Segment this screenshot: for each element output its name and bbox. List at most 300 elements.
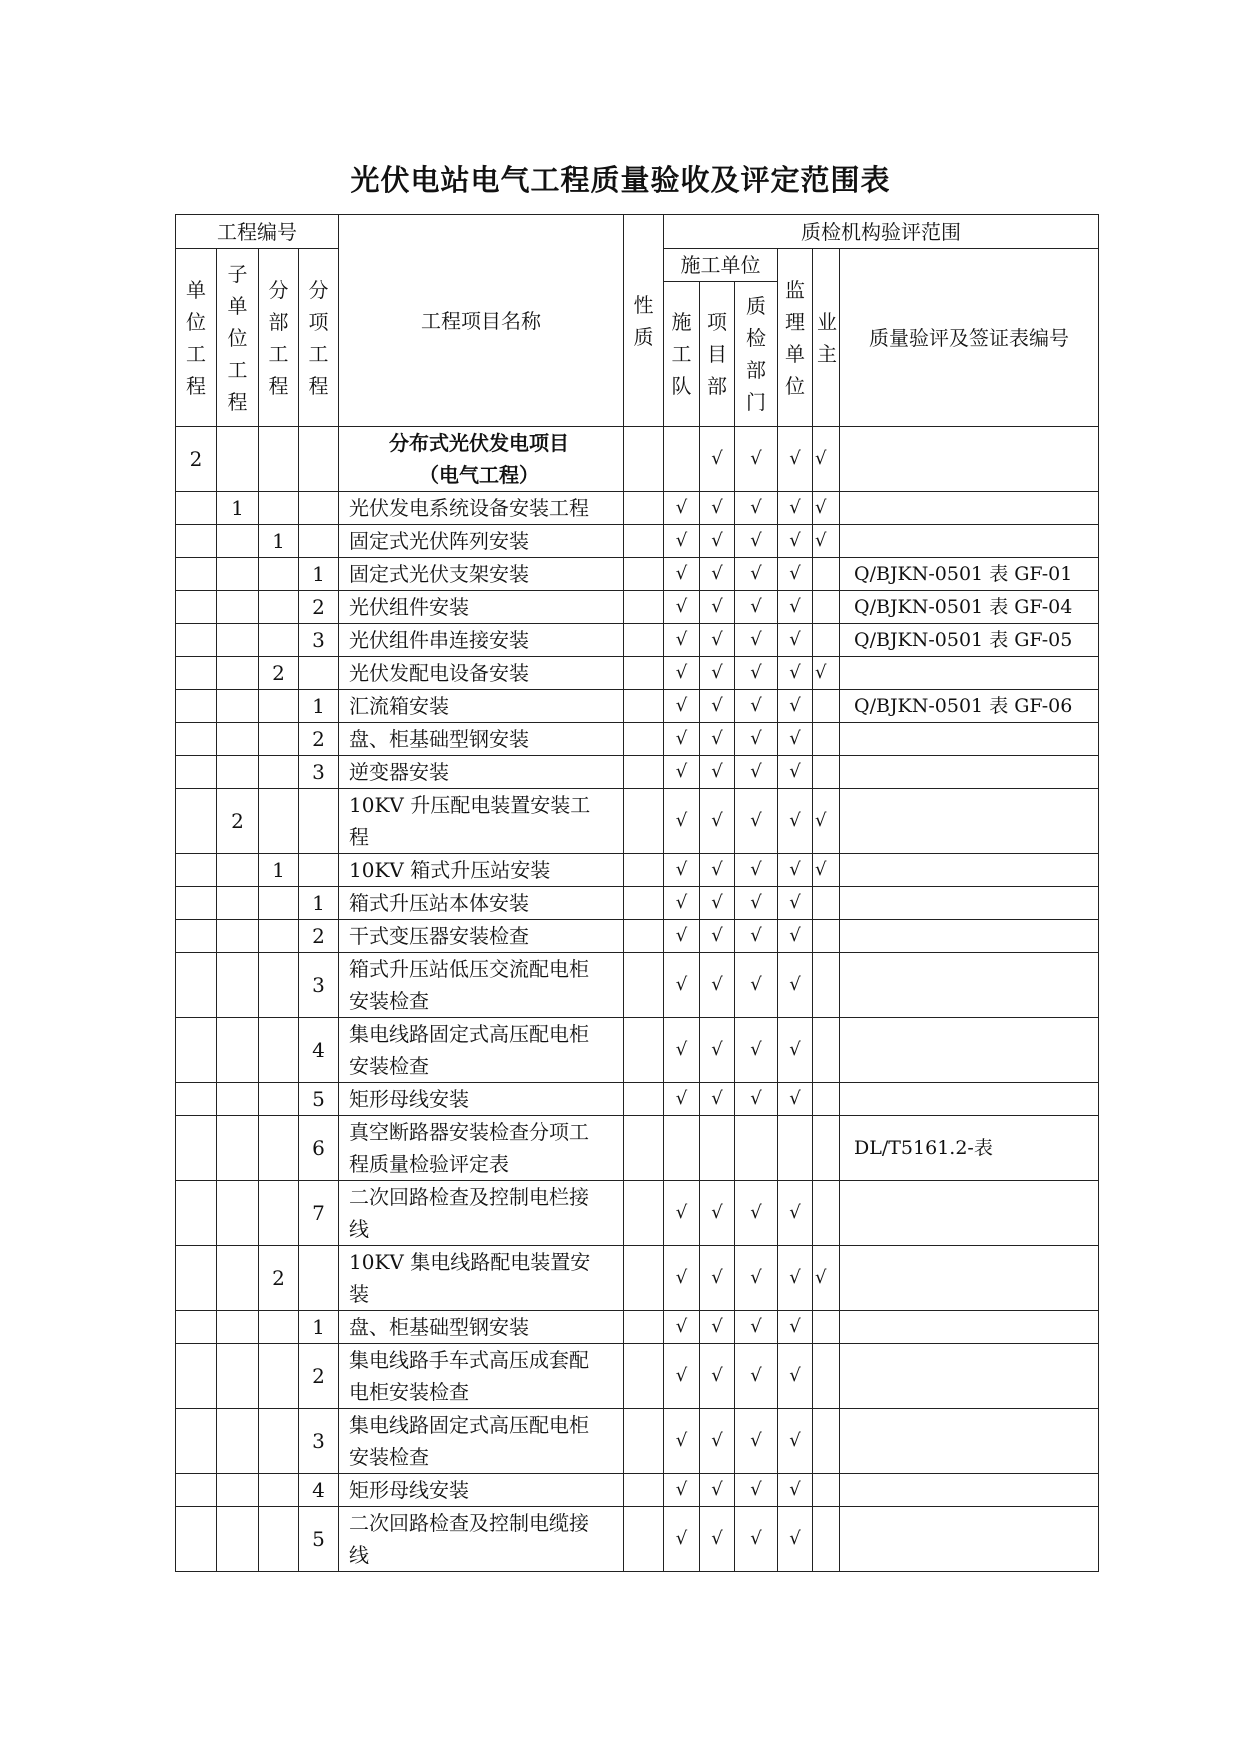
cell-danwei bbox=[176, 525, 217, 558]
cell-shigongdui: √ bbox=[664, 492, 700, 525]
cell-zhijian-bumen: √ bbox=[735, 427, 778, 492]
cell-jianli: √ bbox=[778, 1344, 813, 1409]
table-row bbox=[176, 1311, 1099, 1344]
cell-danwei bbox=[176, 1507, 217, 1572]
cell-xiangmubu: √ bbox=[700, 756, 735, 789]
cell-xingzhi bbox=[624, 525, 664, 558]
table-row bbox=[176, 492, 1099, 525]
cell-zi-danwei bbox=[217, 854, 259, 887]
cell-xingzhi bbox=[624, 1507, 664, 1572]
cell-xingzhi bbox=[624, 920, 664, 953]
cell-shigongdui: √ bbox=[664, 854, 700, 887]
cell-yezhu: √ bbox=[813, 525, 840, 558]
cell-form-no bbox=[840, 887, 1099, 920]
cell-fenbu bbox=[259, 591, 299, 624]
cell-jianli bbox=[778, 1116, 813, 1181]
cell-xiangmubu: √ bbox=[700, 427, 735, 492]
cell-zi-danwei bbox=[217, 1018, 259, 1083]
cell-yezhu: √ bbox=[813, 657, 840, 690]
cell-zhijian-bumen: √ bbox=[735, 1246, 778, 1311]
cell-zi-danwei bbox=[217, 887, 259, 920]
cell-jianli: √ bbox=[778, 1409, 813, 1474]
cell-fenbu: 1 bbox=[259, 525, 299, 558]
cell-danwei bbox=[176, 920, 217, 953]
project-name-line: （电气工程） bbox=[419, 463, 539, 487]
cell-xingzhi bbox=[624, 1409, 664, 1474]
project-name-line: 安装检查 bbox=[349, 989, 429, 1013]
cell-fenbu bbox=[259, 1311, 299, 1344]
cell-project-name bbox=[339, 789, 624, 854]
cell-zi-danwei: 2 bbox=[217, 789, 259, 854]
cell-shigongdui: √ bbox=[664, 558, 700, 591]
cell-xingzhi bbox=[624, 558, 664, 591]
project-name-line: 10KV 集电线路配电装置安 bbox=[349, 1250, 591, 1274]
project-name-line: 程 bbox=[349, 825, 369, 849]
cell-xiangmubu: √ bbox=[700, 657, 735, 690]
cell-danwei bbox=[176, 1018, 217, 1083]
cell-jianli: √ bbox=[778, 558, 813, 591]
project-name-line: 电柜安装检查 bbox=[349, 1380, 469, 1404]
cell-yezhu bbox=[813, 953, 840, 1018]
cell-yezhu bbox=[813, 1474, 840, 1507]
table-row bbox=[176, 690, 1099, 723]
table-row bbox=[176, 427, 1099, 492]
cell-fenxiang: 2 bbox=[299, 1344, 339, 1409]
cell-jianli: √ bbox=[778, 1507, 813, 1572]
cell-project-name bbox=[339, 1246, 624, 1311]
header-shigongdui: 施工队 bbox=[664, 282, 700, 427]
cell-yezhu: √ bbox=[813, 1246, 840, 1311]
cell-jianli: √ bbox=[778, 591, 813, 624]
cell-zhijian-bumen: √ bbox=[735, 1474, 778, 1507]
cell-xiangmubu bbox=[700, 1116, 735, 1181]
cell-project-name bbox=[339, 1083, 624, 1116]
cell-fenxiang: 3 bbox=[299, 953, 339, 1018]
cell-zhijian-bumen: √ bbox=[735, 492, 778, 525]
table-row bbox=[176, 789, 1099, 854]
cell-zhijian-bumen: √ bbox=[735, 756, 778, 789]
cell-fenxiang: 4 bbox=[299, 1018, 339, 1083]
cell-jianli: √ bbox=[778, 1311, 813, 1344]
table-row bbox=[176, 756, 1099, 789]
cell-xingzhi bbox=[624, 657, 664, 690]
cell-form-no bbox=[840, 525, 1099, 558]
cell-fenxiang bbox=[299, 1246, 339, 1311]
table-row bbox=[176, 1116, 1099, 1181]
cell-project-name bbox=[339, 1116, 624, 1181]
cell-form-no bbox=[840, 723, 1099, 756]
cell-jianli: √ bbox=[778, 427, 813, 492]
cell-project-name bbox=[339, 427, 624, 492]
acceptance-scope-table bbox=[175, 214, 1099, 1572]
header-form-no: 质量验评及签证表编号 bbox=[840, 249, 1099, 427]
cell-xingzhi bbox=[624, 624, 664, 657]
table-row bbox=[176, 1344, 1099, 1409]
cell-project-name bbox=[339, 657, 624, 690]
cell-jianli: √ bbox=[778, 887, 813, 920]
cell-fenxiang: 1 bbox=[299, 558, 339, 591]
project-name-line: 箱式升压站本体安装 bbox=[349, 891, 529, 915]
cell-danwei bbox=[176, 1181, 217, 1246]
cell-xingzhi bbox=[624, 1116, 664, 1181]
cell-project-name bbox=[339, 920, 624, 953]
cell-xiangmubu: √ bbox=[700, 624, 735, 657]
cell-form-no bbox=[840, 1181, 1099, 1246]
cell-project-name bbox=[339, 1018, 624, 1083]
header-shigong-danwei: 施工单位 bbox=[664, 249, 778, 282]
cell-project-name bbox=[339, 756, 624, 789]
cell-zhijian-bumen: √ bbox=[735, 1181, 778, 1246]
cell-danwei bbox=[176, 1474, 217, 1507]
cell-danwei bbox=[176, 657, 217, 690]
cell-xingzhi bbox=[624, 953, 664, 1018]
cell-fenbu: 2 bbox=[259, 1246, 299, 1311]
cell-yezhu bbox=[813, 1018, 840, 1083]
cell-zhijian-bumen: √ bbox=[735, 1344, 778, 1409]
cell-zi-danwei bbox=[217, 723, 259, 756]
project-name-line: 固定式光伏支架安装 bbox=[349, 562, 529, 586]
cell-shigongdui: √ bbox=[664, 887, 700, 920]
cell-zhijian-bumen: √ bbox=[735, 558, 778, 591]
cell-project-name bbox=[339, 591, 624, 624]
cell-xiangmubu: √ bbox=[700, 953, 735, 1018]
table-row bbox=[176, 1507, 1099, 1572]
cell-zi-danwei bbox=[217, 756, 259, 789]
table-row bbox=[176, 1409, 1099, 1474]
cell-zhijian-bumen: √ bbox=[735, 789, 778, 854]
cell-zhijian-bumen: √ bbox=[735, 591, 778, 624]
cell-shigongdui: √ bbox=[664, 591, 700, 624]
cell-danwei bbox=[176, 756, 217, 789]
cell-fenbu bbox=[259, 920, 299, 953]
table-row bbox=[176, 854, 1099, 887]
cell-zi-danwei bbox=[217, 1083, 259, 1116]
cell-yezhu bbox=[813, 1181, 840, 1246]
cell-danwei bbox=[176, 690, 217, 723]
cell-shigongdui: √ bbox=[664, 624, 700, 657]
cell-yezhu bbox=[813, 1116, 840, 1181]
cell-zi-danwei bbox=[217, 920, 259, 953]
cell-jianli: √ bbox=[778, 953, 813, 1018]
cell-zi-danwei bbox=[217, 1474, 259, 1507]
cell-fenbu bbox=[259, 492, 299, 525]
cell-fenbu bbox=[259, 789, 299, 854]
cell-fenxiang bbox=[299, 525, 339, 558]
project-name-line: 光伏组件安装 bbox=[349, 595, 469, 619]
header-zhijian-fanwei: 质检机构验评范围 bbox=[664, 215, 1099, 249]
cell-fenxiang: 3 bbox=[299, 756, 339, 789]
cell-project-name bbox=[339, 1409, 624, 1474]
header-gongcheng-bianhao: 工程编号 bbox=[176, 215, 339, 249]
cell-yezhu bbox=[813, 624, 840, 657]
cell-zi-danwei bbox=[217, 558, 259, 591]
cell-danwei bbox=[176, 854, 217, 887]
cell-danwei bbox=[176, 789, 217, 854]
cell-xingzhi bbox=[624, 756, 664, 789]
cell-xiangmubu: √ bbox=[700, 525, 735, 558]
cell-fenbu bbox=[259, 1181, 299, 1246]
cell-project-name bbox=[339, 1181, 624, 1246]
cell-jianli: √ bbox=[778, 1474, 813, 1507]
cell-fenxiang bbox=[299, 657, 339, 690]
cell-fenxiang bbox=[299, 492, 339, 525]
project-name-line: 10KV 箱式升压站安装 bbox=[349, 858, 551, 882]
cell-zhijian-bumen bbox=[735, 1116, 778, 1181]
table-row bbox=[176, 1018, 1099, 1083]
cell-project-name bbox=[339, 1344, 624, 1409]
cell-xingzhi bbox=[624, 1474, 664, 1507]
cell-xiangmubu: √ bbox=[700, 1409, 735, 1474]
cell-xingzhi bbox=[624, 854, 664, 887]
cell-shigongdui: √ bbox=[664, 657, 700, 690]
cell-form-no bbox=[840, 789, 1099, 854]
cell-shigongdui: √ bbox=[664, 1246, 700, 1311]
cell-zi-danwei bbox=[217, 1409, 259, 1474]
cell-zi-danwei bbox=[217, 1246, 259, 1311]
cell-zi-danwei bbox=[217, 1181, 259, 1246]
cell-zhijian-bumen: √ bbox=[735, 1311, 778, 1344]
cell-zi-danwei: 1 bbox=[217, 492, 259, 525]
cell-shigongdui: √ bbox=[664, 1409, 700, 1474]
cell-fenxiang: 2 bbox=[299, 591, 339, 624]
cell-zi-danwei bbox=[217, 1311, 259, 1344]
cell-danwei bbox=[176, 887, 217, 920]
cell-xingzhi bbox=[624, 1344, 664, 1409]
cell-fenbu bbox=[259, 953, 299, 1018]
cell-project-name bbox=[339, 525, 624, 558]
cell-jianli: √ bbox=[778, 789, 813, 854]
cell-form-no bbox=[840, 1018, 1099, 1083]
cell-zhijian-bumen: √ bbox=[735, 723, 778, 756]
cell-project-name bbox=[339, 558, 624, 591]
cell-jianli: √ bbox=[778, 690, 813, 723]
cell-xingzhi bbox=[624, 1181, 664, 1246]
cell-zhijian-bumen: √ bbox=[735, 1507, 778, 1572]
project-name-line: 光伏发电系统设备安装工程 bbox=[349, 496, 589, 520]
cell-fenxiang: 3 bbox=[299, 624, 339, 657]
header-jianli-danwei: 监理单位 bbox=[778, 249, 813, 427]
table-row bbox=[176, 920, 1099, 953]
cell-form-no bbox=[840, 657, 1099, 690]
cell-danwei bbox=[176, 624, 217, 657]
cell-shigongdui: √ bbox=[664, 920, 700, 953]
project-name-line: 10KV 升压配电装置安装工 bbox=[349, 793, 591, 817]
cell-jianli: √ bbox=[778, 657, 813, 690]
cell-fenbu: 2 bbox=[259, 657, 299, 690]
project-name-line: 集电线路手车式高压成套配 bbox=[349, 1348, 589, 1372]
project-name-line: 装 bbox=[349, 1282, 369, 1306]
cell-form-no bbox=[840, 920, 1099, 953]
cell-yezhu: √ bbox=[813, 789, 840, 854]
table-row bbox=[176, 953, 1099, 1018]
project-name-line: 真空断路器安装检查分项工 bbox=[349, 1120, 589, 1144]
cell-form-no bbox=[840, 1083, 1099, 1116]
cell-fenxiang: 1 bbox=[299, 1311, 339, 1344]
table-row bbox=[176, 723, 1099, 756]
cell-shigongdui: √ bbox=[664, 1018, 700, 1083]
cell-zi-danwei bbox=[217, 953, 259, 1018]
project-name-line: 干式变压器安装检查 bbox=[349, 924, 529, 948]
project-name-line: 线 bbox=[349, 1217, 369, 1241]
header-danwei-gongcheng: 单位工程 bbox=[176, 249, 217, 427]
cell-shigongdui: √ bbox=[664, 690, 700, 723]
cell-danwei bbox=[176, 1409, 217, 1474]
cell-xingzhi bbox=[624, 1246, 664, 1311]
cell-danwei bbox=[176, 1246, 217, 1311]
cell-fenbu bbox=[259, 1344, 299, 1409]
cell-danwei bbox=[176, 1344, 217, 1409]
cell-shigongdui: √ bbox=[664, 756, 700, 789]
cell-xiangmubu: √ bbox=[700, 920, 735, 953]
table-row bbox=[176, 624, 1099, 657]
table-row bbox=[176, 1083, 1099, 1116]
project-name-line: 光伏发配电设备安装 bbox=[349, 661, 529, 685]
cell-fenbu bbox=[259, 1018, 299, 1083]
cell-zi-danwei bbox=[217, 1507, 259, 1572]
cell-zhijian-bumen: √ bbox=[735, 690, 778, 723]
cell-yezhu: √ bbox=[813, 492, 840, 525]
cell-xiangmubu: √ bbox=[700, 854, 735, 887]
table-row bbox=[176, 657, 1099, 690]
cell-yezhu bbox=[813, 887, 840, 920]
cell-jianli: √ bbox=[778, 624, 813, 657]
cell-shigongdui: √ bbox=[664, 723, 700, 756]
cell-xingzhi bbox=[624, 789, 664, 854]
cell-fenbu bbox=[259, 756, 299, 789]
cell-fenxiang: 1 bbox=[299, 887, 339, 920]
cell-form-no bbox=[840, 1311, 1099, 1344]
cell-yezhu bbox=[813, 723, 840, 756]
project-name-line: 集电线路固定式高压配电柜 bbox=[349, 1022, 589, 1046]
cell-yezhu: √ bbox=[813, 427, 840, 492]
cell-jianli: √ bbox=[778, 492, 813, 525]
cell-fenxiang: 1 bbox=[299, 690, 339, 723]
cell-project-name bbox=[339, 1311, 624, 1344]
cell-danwei bbox=[176, 1311, 217, 1344]
cell-jianli: √ bbox=[778, 723, 813, 756]
cell-xiangmubu: √ bbox=[700, 1507, 735, 1572]
cell-yezhu bbox=[813, 756, 840, 789]
cell-yezhu bbox=[813, 1507, 840, 1572]
cell-fenbu: 1 bbox=[259, 854, 299, 887]
cell-danwei bbox=[176, 558, 217, 591]
cell-yezhu bbox=[813, 690, 840, 723]
cell-shigongdui: √ bbox=[664, 953, 700, 1018]
cell-yezhu bbox=[813, 591, 840, 624]
cell-shigongdui: √ bbox=[664, 525, 700, 558]
cell-form-no bbox=[840, 953, 1099, 1018]
cell-xiangmubu: √ bbox=[700, 1181, 735, 1246]
cell-fenxiang bbox=[299, 789, 339, 854]
cell-fenbu bbox=[259, 624, 299, 657]
table-row bbox=[176, 558, 1099, 591]
cell-form-no bbox=[840, 492, 1099, 525]
cell-shigongdui: √ bbox=[664, 1474, 700, 1507]
cell-yezhu bbox=[813, 920, 840, 953]
cell-fenxiang: 4 bbox=[299, 1474, 339, 1507]
cell-xingzhi bbox=[624, 591, 664, 624]
cell-xiangmubu: √ bbox=[700, 1083, 735, 1116]
project-name-line: 盘、柜基础型钢安装 bbox=[349, 727, 529, 751]
cell-zhijian-bumen: √ bbox=[735, 854, 778, 887]
cell-fenbu bbox=[259, 1507, 299, 1572]
cell-shigongdui bbox=[664, 1116, 700, 1181]
cell-fenxiang: 2 bbox=[299, 920, 339, 953]
project-name-line: 固定式光伏阵列安装 bbox=[349, 529, 529, 553]
cell-fenxiang: 5 bbox=[299, 1507, 339, 1572]
page-title: 光伏电站电气工程质量验收及评定范围表 bbox=[350, 163, 891, 197]
cell-form-no: DL/T5161.2-表 bbox=[840, 1116, 1099, 1181]
cell-zi-danwei bbox=[217, 427, 259, 492]
project-name-line: 程质量检验评定表 bbox=[349, 1152, 509, 1176]
cell-fenxiang bbox=[299, 854, 339, 887]
cell-yezhu bbox=[813, 1083, 840, 1116]
header-zhijian-bumen: 质检部门 bbox=[735, 282, 778, 427]
cell-fenxiang: 5 bbox=[299, 1083, 339, 1116]
cell-zi-danwei bbox=[217, 1344, 259, 1409]
cell-zhijian-bumen: √ bbox=[735, 887, 778, 920]
table-row bbox=[176, 1474, 1099, 1507]
cell-xiangmubu: √ bbox=[700, 690, 735, 723]
cell-project-name bbox=[339, 1507, 624, 1572]
cell-zi-danwei bbox=[217, 657, 259, 690]
project-name-line: 安装检查 bbox=[349, 1445, 429, 1469]
cell-xingzhi bbox=[624, 492, 664, 525]
project-name-line: 矩形母线安装 bbox=[349, 1087, 469, 1111]
cell-xiangmubu: √ bbox=[700, 723, 735, 756]
cell-fenbu bbox=[259, 558, 299, 591]
cell-fenbu bbox=[259, 1409, 299, 1474]
cell-shigongdui: √ bbox=[664, 1083, 700, 1116]
cell-shigongdui: √ bbox=[664, 1311, 700, 1344]
cell-form-no: Q/BJKN-0501 表 GF-05 bbox=[840, 624, 1099, 657]
cell-form-no: Q/BJKN-0501 表 GF-01 bbox=[840, 558, 1099, 591]
cell-fenbu bbox=[259, 1474, 299, 1507]
cell-xingzhi bbox=[624, 1083, 664, 1116]
header-project-name: 工程项目名称 bbox=[339, 215, 624, 427]
cell-fenbu bbox=[259, 1116, 299, 1181]
cell-yezhu: √ bbox=[813, 854, 840, 887]
cell-project-name bbox=[339, 887, 624, 920]
cell-xiangmubu: √ bbox=[700, 1474, 735, 1507]
cell-zi-danwei bbox=[217, 1116, 259, 1181]
cell-xiangmubu: √ bbox=[700, 1246, 735, 1311]
cell-xiangmubu: √ bbox=[700, 492, 735, 525]
cell-zhijian-bumen: √ bbox=[735, 624, 778, 657]
header-xiangmubu: 项目部 bbox=[700, 282, 735, 427]
cell-fenxiang: 3 bbox=[299, 1409, 339, 1474]
cell-xiangmubu: √ bbox=[700, 558, 735, 591]
cell-xingzhi bbox=[624, 690, 664, 723]
cell-shigongdui bbox=[664, 427, 700, 492]
project-name-line: 矩形母线安装 bbox=[349, 1478, 469, 1502]
cell-project-name bbox=[339, 953, 624, 1018]
cell-danwei bbox=[176, 1083, 217, 1116]
cell-fenbu bbox=[259, 723, 299, 756]
cell-fenbu bbox=[259, 427, 299, 492]
cell-jianli: √ bbox=[778, 1083, 813, 1116]
cell-form-no bbox=[840, 427, 1099, 492]
header-zi-danwei-gongcheng: 子单位工程 bbox=[217, 249, 259, 427]
cell-jianli: √ bbox=[778, 756, 813, 789]
project-name-line: 集电线路固定式高压配电柜 bbox=[349, 1413, 589, 1437]
header-fenxiang-gongcheng: 分项工程 bbox=[299, 249, 339, 427]
cell-danwei: 2 bbox=[176, 427, 217, 492]
project-name-line: 线 bbox=[349, 1543, 369, 1567]
cell-jianli: √ bbox=[778, 854, 813, 887]
cell-fenbu bbox=[259, 887, 299, 920]
cell-form-no bbox=[840, 1246, 1099, 1311]
